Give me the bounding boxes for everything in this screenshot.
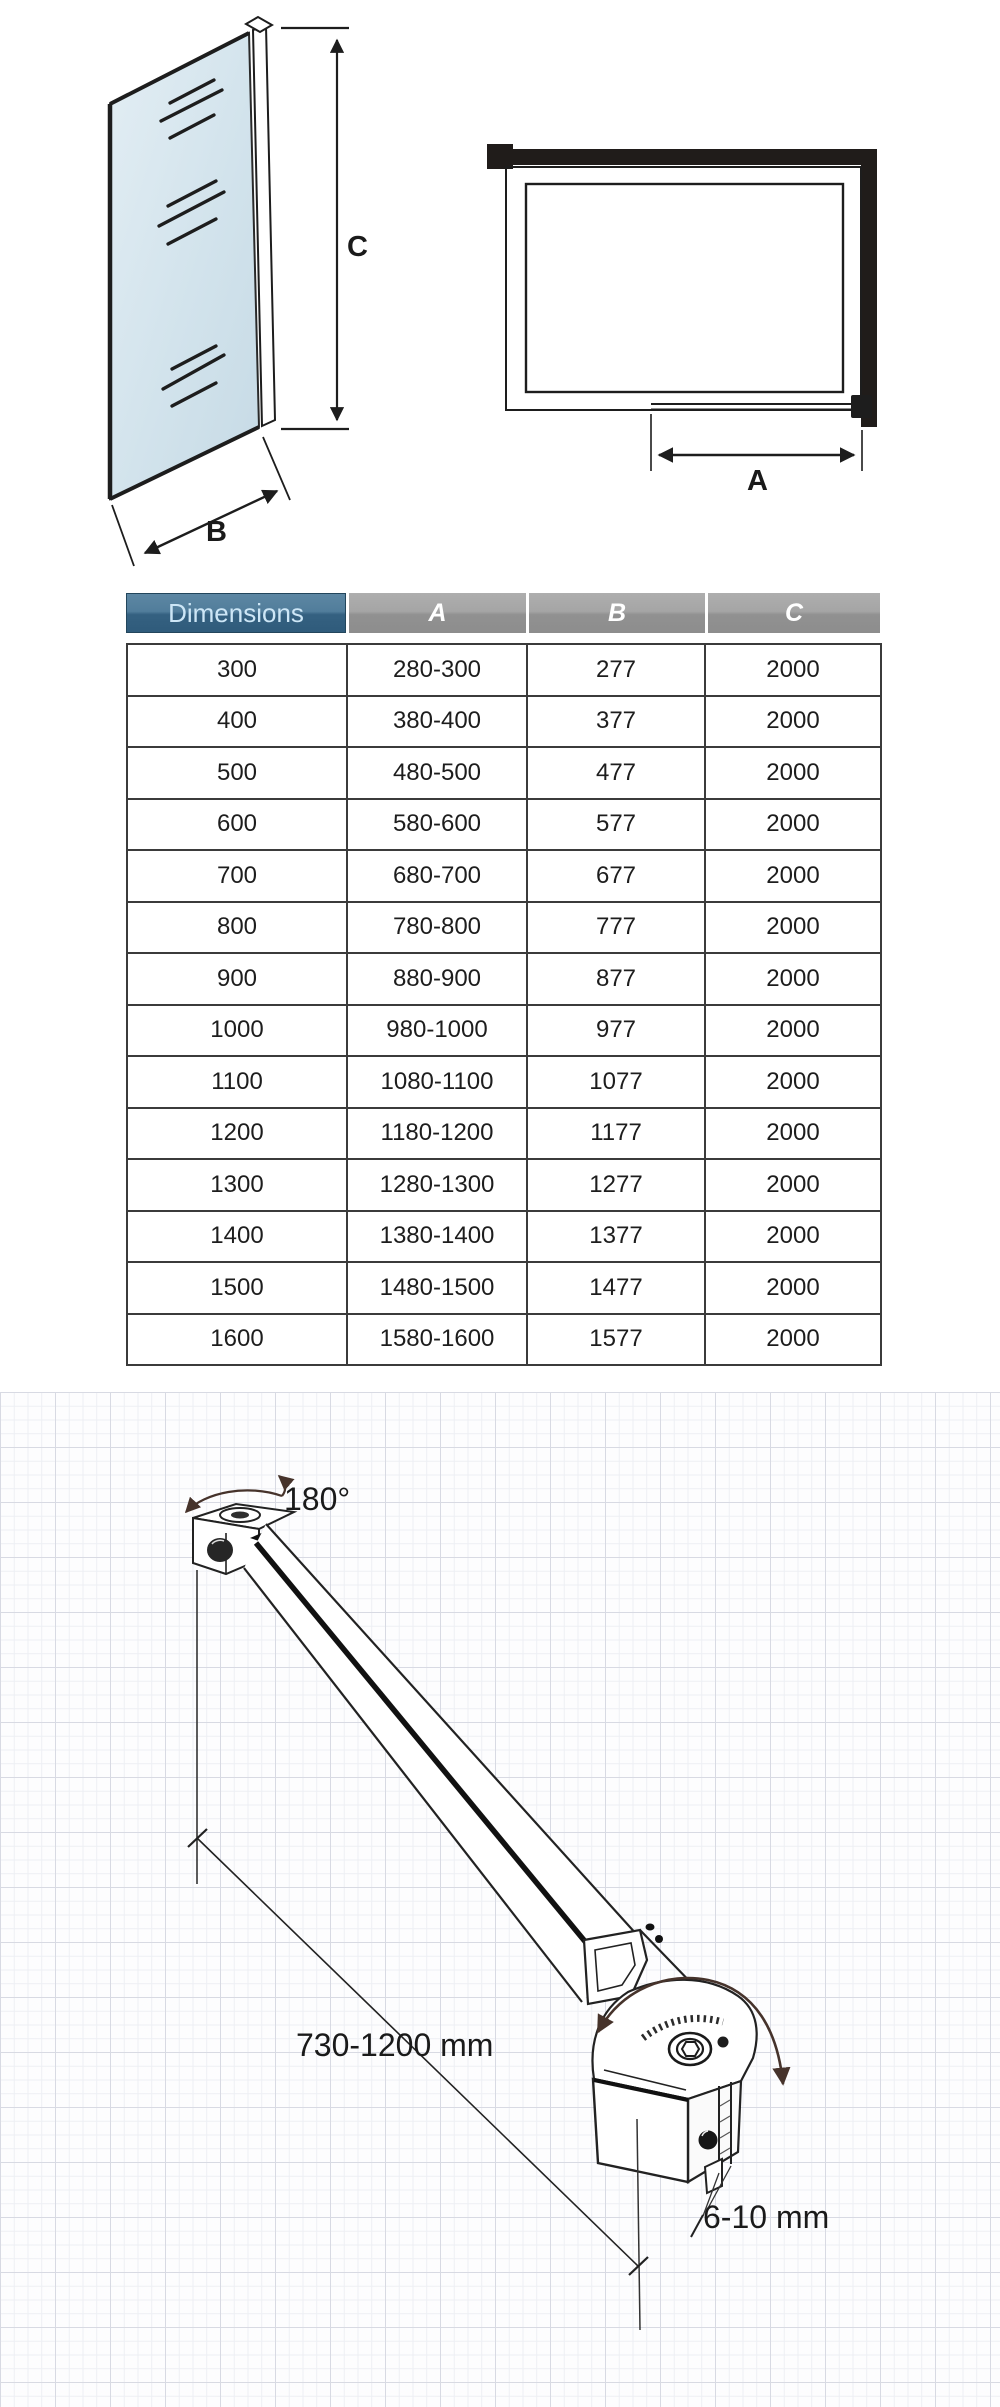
bar-edge-highlight [256, 1543, 602, 1962]
top-wall [487, 149, 877, 165]
clamp-screw [699, 2131, 718, 2150]
dimension-a-arrow [651, 414, 862, 497]
header-b: B [529, 593, 705, 633]
table-cell: 2000 [705, 902, 881, 954]
table-cell: 2000 [705, 1211, 881, 1263]
table-cell: 1100 [127, 1056, 347, 1108]
bar-screw [646, 1924, 655, 1931]
table-cell: 2000 [705, 1262, 881, 1314]
table-cell: 1380-1400 [347, 1211, 527, 1263]
table-cell: 980-1000 [347, 1005, 527, 1057]
table-cell: 1277 [527, 1159, 705, 1211]
header-c: C [708, 593, 880, 633]
table-cell: 2000 [705, 1056, 881, 1108]
table-cell: 700 [127, 850, 347, 902]
table-cell: 2000 [705, 1108, 881, 1160]
table-row [127, 850, 881, 902]
table-cell: 1477 [527, 1262, 705, 1314]
table-row [127, 799, 881, 851]
dimensions-table [126, 593, 880, 1366]
hex-socket [682, 2042, 699, 2056]
table-cell: 400 [127, 696, 347, 748]
table-cell: 1377 [527, 1211, 705, 1263]
bracket-knuckle [207, 1538, 233, 1562]
table-cell: 877 [527, 953, 705, 1005]
table-cell: 280-300 [347, 644, 527, 696]
table-cell: 2000 [705, 1159, 881, 1211]
table-cell: 777 [527, 902, 705, 954]
table-cell: 300 [127, 644, 347, 696]
tray-inner-outline [526, 184, 843, 392]
table-cell: 2000 [705, 696, 881, 748]
profile-top-cap [246, 17, 272, 32]
table-row [127, 902, 881, 954]
label-c: C [347, 231, 368, 263]
table-cell: 680-700 [347, 850, 527, 902]
table-cell: 600 [127, 799, 347, 851]
table-cell: 1000 [127, 1005, 347, 1057]
table-cell: 500 [127, 747, 347, 799]
table-cell: 1480-1500 [347, 1262, 527, 1314]
table-row [127, 1108, 881, 1160]
header-a: A [349, 593, 526, 633]
support-bar-diagram [0, 1392, 1000, 2407]
label-b: B [206, 516, 227, 548]
table-cell: 1077 [527, 1056, 705, 1108]
top-view-diagram [487, 144, 877, 497]
table-cell: 2000 [705, 799, 881, 851]
table-row [127, 1005, 881, 1057]
tray-outline [506, 167, 861, 410]
table-cell: 480-500 [347, 747, 527, 799]
table-cell: 1500 [127, 1262, 347, 1314]
header-dimensions: Dimensions [126, 593, 346, 633]
table-cell: 2000 [705, 1005, 881, 1057]
table-cell: 1400 [127, 1211, 347, 1263]
support-bar [244, 1524, 663, 2002]
size-table-body [126, 643, 882, 1366]
product-diagrams [0, 0, 1000, 580]
table-cell: 1580-1600 [347, 1314, 527, 1366]
table-cell: 2000 [705, 953, 881, 1005]
table-cell: 380-400 [347, 696, 527, 748]
table-header-row [126, 593, 880, 633]
table-cell: 977 [527, 1005, 705, 1057]
bar-screw [655, 1935, 663, 1943]
table-row [127, 1159, 881, 1211]
table-row [127, 696, 881, 748]
table-cell: 1600 [127, 1314, 347, 1366]
table-row [127, 1262, 881, 1314]
table-cell: 800 [127, 902, 347, 954]
table-row [127, 644, 881, 696]
table-row [127, 1056, 881, 1108]
table-cell: 477 [527, 747, 705, 799]
head-pin [718, 2037, 729, 2048]
label-glass-thickness: 6-10 mm [703, 2199, 830, 2235]
table-cell: 2000 [705, 747, 881, 799]
label-180-degrees: 180° [284, 1481, 351, 1517]
table-cell: 2000 [705, 644, 881, 696]
table-row [127, 953, 881, 1005]
table-cell: 1080-1100 [347, 1056, 527, 1108]
table-cell: 1177 [527, 1108, 705, 1160]
table-row [127, 747, 881, 799]
glass-clamp [592, 1980, 756, 2193]
table-cell: 780-800 [347, 902, 527, 954]
table-row [127, 1211, 881, 1263]
table-cell: 1577 [527, 1314, 705, 1366]
right-wall [861, 149, 877, 427]
glass-panel [110, 33, 259, 499]
label-bar-length: 730-1200 mm [296, 2027, 494, 2063]
table-cell: 580-600 [347, 799, 527, 851]
dimension-c-arrow [281, 28, 368, 429]
table-cell: 2000 [705, 850, 881, 902]
support-bar-section [0, 1392, 1000, 2407]
table-cell: 577 [527, 799, 705, 851]
table-row [127, 1314, 881, 1366]
table-cell: 2000 [705, 1314, 881, 1366]
wall-bracket-top-view [851, 395, 872, 418]
table-cell: 880-900 [347, 953, 527, 1005]
label-a: A [747, 465, 768, 497]
table-cell: 1180-1200 [347, 1108, 527, 1160]
table-cell: 377 [527, 696, 705, 748]
glass-panel-side-view [110, 17, 368, 566]
table-cell: 900 [127, 953, 347, 1005]
table-cell: 677 [527, 850, 705, 902]
table-cell: 1300 [127, 1159, 347, 1211]
table-cell: 1200 [127, 1108, 347, 1160]
table-cell: 1280-1300 [347, 1159, 527, 1211]
table-cell: 277 [527, 644, 705, 696]
